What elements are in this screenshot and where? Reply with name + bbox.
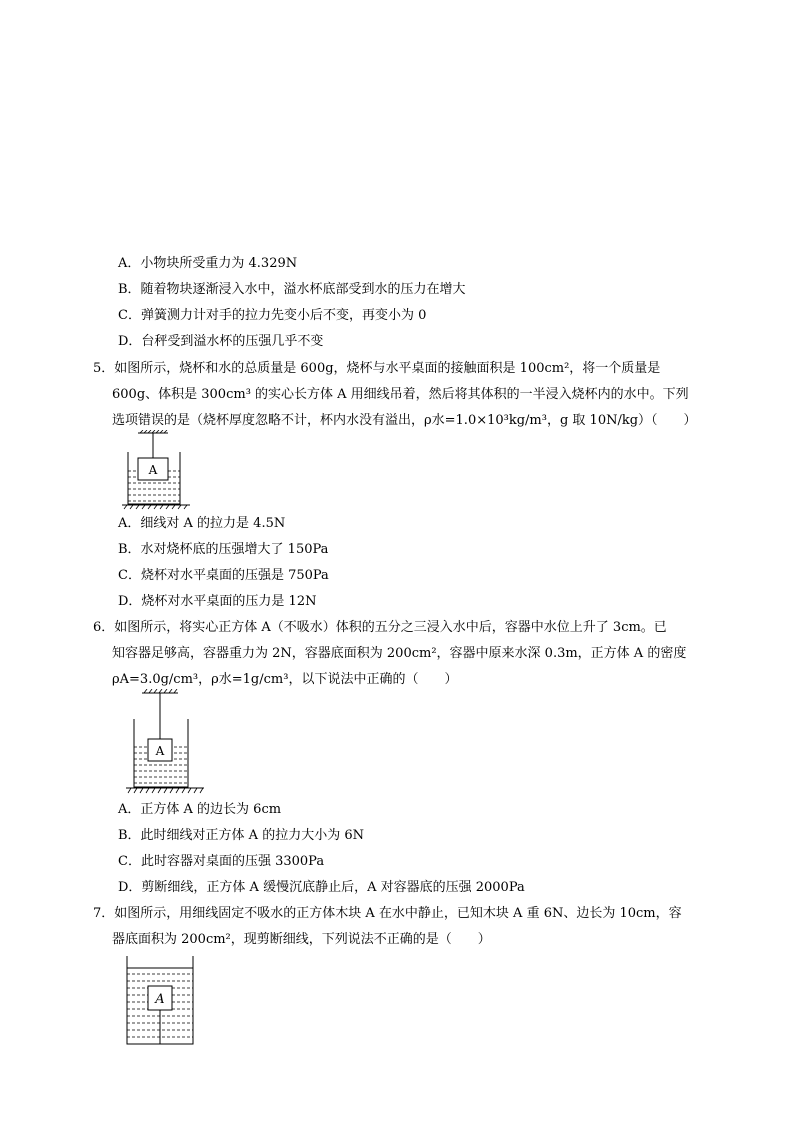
q6-figure-container-diagram (120, 689, 210, 799)
q7-stem-line-2: 器底面积为 200cm²，现剪断细线，下列说法不正确的是（ ） (112, 932, 491, 947)
q6-option-a: A．正方体 A 的边长为 6cm (118, 802, 282, 817)
q6-stem-line-1: 6．如图所示，将实心正方体 A（不吸水）体积的五分之三浸入水中后，容器中水位上升了 3cm。已 (93, 620, 667, 635)
q7-figure-container-diagram (120, 954, 200, 1050)
q5-stem-line-2: 600g、体积是 300cm³ 的实心长方体 A 用细线吊着，然后将其体积的一半浸入烧杯内的水中。下列 (112, 387, 689, 402)
q4-option-d: D．台秤受到溢水杯的压强几乎不变 (118, 334, 324, 349)
q6-option-c: C．此时容器对桌面的压强 3300Pa (118, 854, 325, 869)
q5-option-c: C．烧杯对水平桌面的压强是 750Pa (118, 568, 329, 583)
q6-figure-label: A (155, 744, 165, 758)
q5-option-d: D．烧杯对水平桌面的压力是 12N (118, 594, 317, 609)
q5-option-b: B．水对烧杯底的压强增大了 150Pa (118, 542, 329, 557)
q5-stem-line-1: 5．如图所示，烧杯和水的总质量是 600g，烧杯与水平桌面的接触面积是 100cm²，将一个质量是 (93, 361, 661, 376)
q7-figure-label: A (155, 992, 165, 1007)
q5-figure-label: A (148, 463, 158, 477)
q5-stem-line-3: 选项错误的是（烧杯厚度忽略不计，杯内水没有溢出，ρ水=1.0×10³kg/m³，g 取 10N/kg）（ ） (112, 413, 697, 428)
q4-option-c: C．弹簧测力计对手的拉力先变小后不变，再变小为 0 (118, 308, 427, 323)
q4-option-a: A．小物块所受重力为 4.329N (118, 256, 298, 271)
q7-stem-line-1: 7．如图所示，用细线固定不吸水的正方体木块 A 在水中静止，已知木块 A 重 6N、边长为 10cm，容 (93, 906, 682, 921)
q5-option-a: A．细线对 A 的拉力是 4.5N (118, 516, 286, 531)
q5-figure-beaker-diagram (120, 430, 200, 512)
q6-stem-line-2: 知容器足够高，容器重力为 2N，容器底面积为 200cm²，容器中原来水深 0.3m，正方体 A 的密度 (112, 646, 687, 661)
q6-stem-line-3: ρA=3.0g/cm³，ρ水=1g/cm³，以下说法中正确的（ ） (112, 672, 458, 687)
q6-option-d: D．剪断细线，正方体 A 缓慢沉底静止后，A 对容器底的压强 2000Pa (118, 880, 525, 895)
q6-option-b: B．此时细线对正方体 A 的拉力大小为 6N (118, 828, 364, 843)
q4-option-b: B．随着物块逐渐浸入水中，溢水杯底部受到水的压力在增大 (118, 282, 466, 297)
